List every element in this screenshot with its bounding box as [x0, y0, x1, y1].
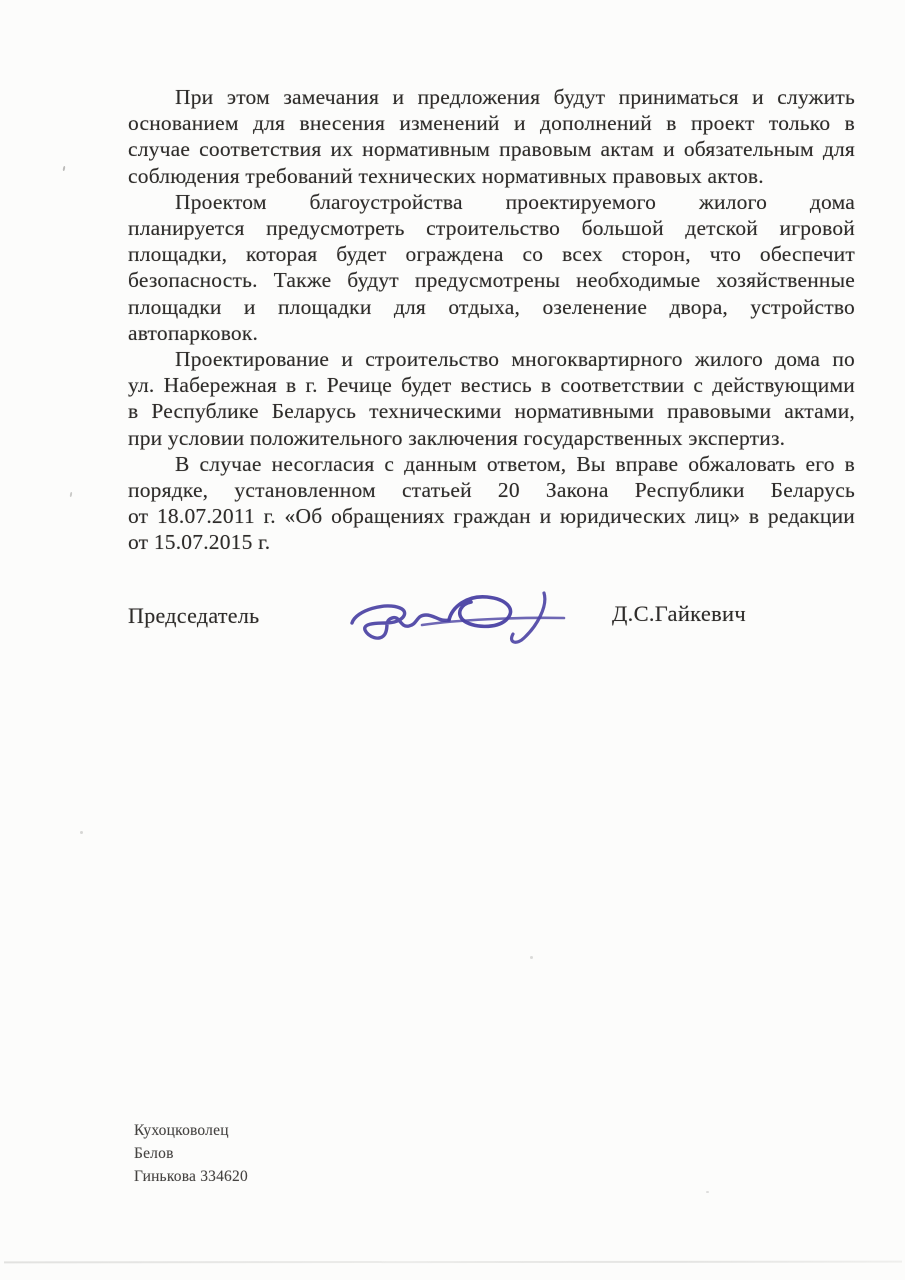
text-line: основанием для внесения изменений и дополнений в проект только в — [128, 111, 855, 136]
signatory-title: Председатель — [128, 603, 260, 628]
executors-block — [134, 1119, 248, 1188]
handwritten-signature-icon — [336, 579, 574, 661]
text-line: безопасность. Также будут предусмотрены необходимые хозяйственные — [128, 268, 855, 293]
scan-speck — [80, 831, 83, 834]
text-line: от 18.07.2011 г. «Об обращениях граждан и юридических лиц» в редакции — [128, 504, 855, 529]
executor-line: Белов — [134, 1145, 174, 1162]
text-line: ул. Набережная в г. Речице будет вестись в соответствии с действующими — [128, 373, 855, 398]
scan-speck — [530, 956, 533, 959]
text-line: от 15.07.2015 г. — [128, 530, 271, 555]
text-line: Проектирование и строительство многоквартирного жилого дома по — [175, 347, 855, 372]
text-line: в Республике Беларусь техническими нормативными правовыми актами, — [128, 399, 855, 424]
text-line: порядке, установленном статьей 20 Закона Республики Беларусь — [128, 478, 855, 503]
text-line: В случае несогласия с данным ответом, Вы вправе обжаловать его в — [175, 451, 855, 476]
scan-speck — [70, 492, 73, 497]
scan-artifact-line — [4, 1261, 902, 1264]
executor-line: Кухоцковолец — [134, 1122, 229, 1139]
text-line: случае соответствия их нормативным правовым актам и обязательным для — [128, 137, 855, 162]
text-line: При этом замечания и предложения будут приниматься и служить — [175, 85, 855, 109]
text-line: площадки и площадки для отдыха, озеленение двора, устройство — [128, 294, 855, 319]
scan-speck — [63, 166, 66, 171]
text-line: автопарковок. — [128, 320, 259, 345]
text-line: планируется предусмотреть строительство большой детской игровой — [128, 216, 855, 241]
text-line: соблюдения требований технических нормативных правовых актов. — [128, 163, 764, 188]
signatory-name: Д.С.Гайкевич — [612, 601, 747, 626]
text-line: при условии положительного заключения государственных экспертиз. — [128, 425, 786, 450]
text-line: Проектом благоустройства проектируемого жилого дома — [175, 189, 855, 214]
letter-body — [128, 84, 855, 556]
scan-speck — [706, 1191, 709, 1193]
executor-line: Гинькова 334620 — [134, 1168, 248, 1185]
text-line: площадки, которая будет ограждена со всех сторон, что обеспечит — [128, 242, 855, 267]
